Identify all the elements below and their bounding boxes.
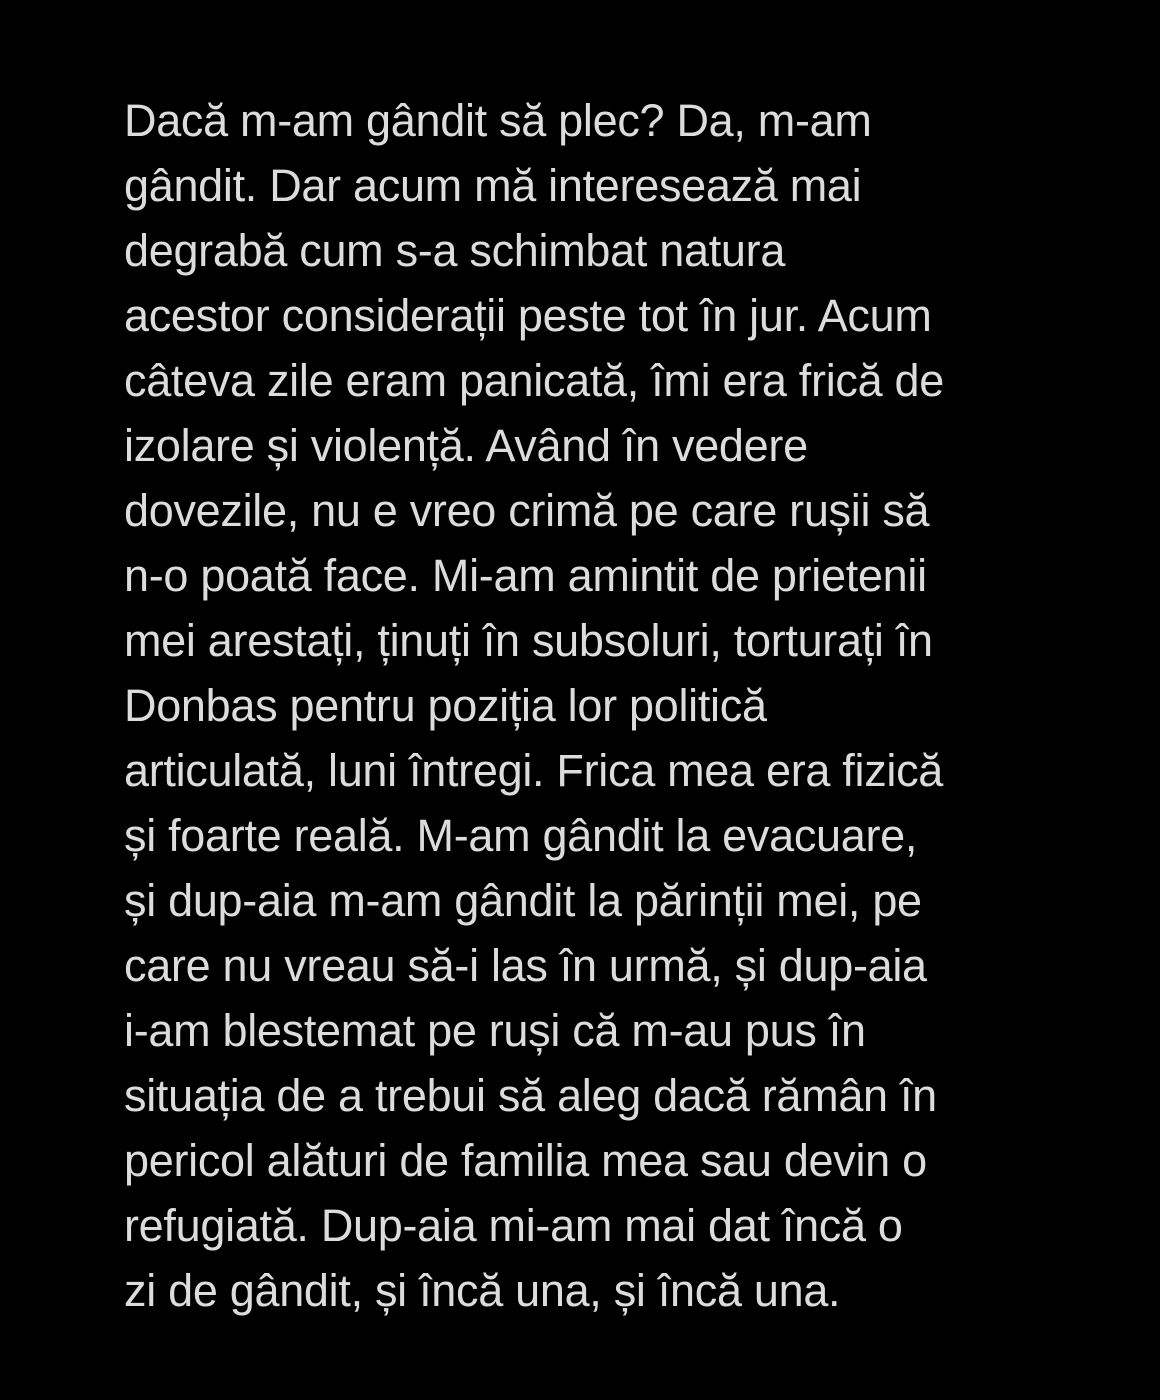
text-line: pericol alături de familia mea sau devin o	[124, 1135, 927, 1186]
text-line: care nu vreau să-i las în urmă, și dup-aia	[124, 940, 927, 991]
text-line: mei arestați, ținuți în subsoluri, torturați în	[124, 615, 933, 666]
text-line: Dacă m-am gândit să plec? Da, m-am	[124, 95, 872, 146]
text-line: câteva zile eram panicată, îmi era frică de	[124, 355, 944, 406]
text-line: articulată, luni întregi. Frica mea era fizică	[124, 745, 944, 796]
text-line: Donbas pentru poziția lor politică	[124, 680, 767, 731]
text-line: dovezile, nu e vreo crimă pe care rușii să	[124, 485, 930, 536]
text-line: și foarte reală. M-am gândit la evacuare,	[124, 810, 918, 861]
text-line: n-o poată face. Mi-am amintit de prietenii	[124, 550, 927, 601]
text-line: acestor considerații peste tot în jur. Acum	[124, 290, 932, 341]
text-line: și dup-aia m-am gândit la părinții mei, pe	[124, 875, 922, 926]
paragraph-text	[124, 88, 1042, 1323]
text-line: degrabă cum s-a schimbat natura	[124, 225, 786, 276]
text-line: izolare și violență. Având în vedere	[124, 420, 808, 471]
text-line: gândit. Dar acum mă interesează mai	[124, 160, 862, 211]
text-line: refugiată. Dup-aia mi-am mai dat încă o	[124, 1200, 903, 1251]
text-line: i-am blestemat pe ruși că m-au pus în	[124, 1005, 866, 1056]
text-line: zi de gândit, și încă una, și încă una.	[124, 1265, 841, 1316]
text-line: situația de a trebui să aleg dacă rămân în	[124, 1070, 937, 1121]
